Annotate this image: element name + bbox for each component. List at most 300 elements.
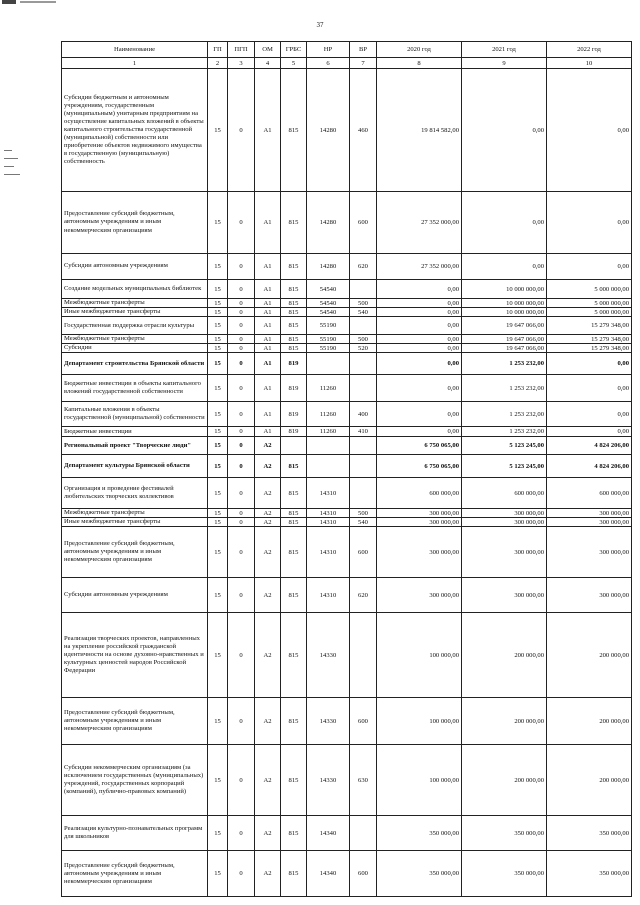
- cell-pgp: 0: [228, 402, 255, 427]
- table-row: [62, 527, 632, 578]
- cell-nr: 14340: [307, 816, 350, 851]
- cell-grbs: 815: [281, 745, 307, 816]
- cell-om: А2: [255, 745, 281, 816]
- cell-y2020: 600 000,00: [377, 478, 462, 509]
- cell-y2022: 0,00: [547, 254, 632, 280]
- cell-y2022: 0,00: [547, 427, 632, 437]
- cell-grbs: 819: [281, 375, 307, 402]
- table-row: [62, 299, 632, 308]
- cell-om: А2: [255, 816, 281, 851]
- cell-y2020: 300 000,00: [377, 578, 462, 613]
- cell-pgp: 0: [228, 254, 255, 280]
- cell-y2020: 0,00: [377, 344, 462, 353]
- cell-grbs: 819: [281, 353, 307, 375]
- cell-y2021: 200 000,00: [462, 613, 547, 698]
- cell-y2021: 19 647 066,00: [462, 317, 547, 335]
- cell-nr: 55190: [307, 344, 350, 353]
- table-row: [62, 478, 632, 509]
- cell-pgp: 0: [228, 527, 255, 578]
- cell-y2022: 300 000,00: [547, 509, 632, 518]
- cell-vr: [350, 613, 377, 698]
- cell-gp: 15: [208, 578, 228, 613]
- table-header-row: [62, 42, 632, 58]
- cell-y2020: 0,00: [377, 299, 462, 308]
- column-index: 1: [62, 58, 208, 69]
- cell-vr: 620: [350, 254, 377, 280]
- cell-y2021: 1 253 232,00: [462, 353, 547, 375]
- cell-name: Предоставление субсидий бюджетным, автономным учреждениям и иным некоммерческим организациям: [62, 698, 208, 745]
- cell-pgp: 0: [228, 478, 255, 509]
- table-row: [62, 317, 632, 335]
- cell-name: Субсидии автономным учреждениям: [62, 578, 208, 613]
- cell-name: Межбюджетные трансферты: [62, 509, 208, 518]
- cell-y2021: 200 000,00: [462, 698, 547, 745]
- cell-y2020: 6 750 065,00: [377, 437, 462, 455]
- cell-vr: 500: [350, 509, 377, 518]
- cell-vr: [350, 353, 377, 375]
- cell-pgp: 0: [228, 299, 255, 308]
- cell-y2022: 15 279 348,00: [547, 335, 632, 344]
- cell-pgp: 0: [228, 280, 255, 299]
- cell-y2021: 300 000,00: [462, 578, 547, 613]
- cell-y2020: 6 750 065,00: [377, 455, 462, 478]
- cell-nr: 14330: [307, 698, 350, 745]
- cell-grbs: 819: [281, 402, 307, 427]
- cell-nr: 14330: [307, 745, 350, 816]
- table-row: [62, 375, 632, 402]
- cell-vr: 540: [350, 308, 377, 317]
- cell-vr: [350, 455, 377, 478]
- cell-y2020: 0,00: [377, 427, 462, 437]
- cell-y2022: 4 824 206,00: [547, 455, 632, 478]
- cell-om: А1: [255, 402, 281, 427]
- cell-y2022: 5 000 000,00: [547, 280, 632, 299]
- cell-y2022: 15 279 348,00: [547, 317, 632, 335]
- cell-name: Предоставление субсидий бюджетным, автономным учреждениям и иным некоммерческим организациям: [62, 527, 208, 578]
- table-row: [62, 518, 632, 527]
- cell-name: Предоставление субсидий бюджетным, автономным учреждениям и иным некоммерческим организациям: [62, 192, 208, 254]
- cell-om: А1: [255, 344, 281, 353]
- header-name: Наименование: [62, 42, 208, 58]
- cell-gp: 15: [208, 437, 228, 455]
- column-index: 10: [547, 58, 632, 69]
- cell-y2022: 0,00: [547, 353, 632, 375]
- cell-pgp: 0: [228, 69, 255, 192]
- cell-nr: 14310: [307, 509, 350, 518]
- cell-y2021: 1 253 232,00: [462, 427, 547, 437]
- cell-grbs: 815: [281, 851, 307, 897]
- cell-nr: 14340: [307, 851, 350, 897]
- cell-nr: 14310: [307, 478, 350, 509]
- cell-pgp: 0: [228, 518, 255, 527]
- cell-vr: [350, 317, 377, 335]
- cell-y2022: 5 000 000,00: [547, 308, 632, 317]
- cell-pgp: 0: [228, 344, 255, 353]
- table-row: [62, 192, 632, 254]
- cell-pgp: 0: [228, 578, 255, 613]
- cell-vr: 520: [350, 344, 377, 353]
- cell-y2020: 300 000,00: [377, 518, 462, 527]
- cell-grbs: 815: [281, 698, 307, 745]
- cell-y2022: 0,00: [547, 192, 632, 254]
- cell-pgp: 0: [228, 613, 255, 698]
- cell-name: Иные межбюджетные трансферты: [62, 308, 208, 317]
- cell-gp: 15: [208, 335, 228, 344]
- cell-y2022: 0,00: [547, 402, 632, 427]
- cell-vr: 500: [350, 335, 377, 344]
- cell-vr: 540: [350, 518, 377, 527]
- cell-name: Субсидии бюджетным и автономным учреждениям, государственным (муниципальным) унитарным предприятиям на осуществление капитальных вложений в объекты капитального строительства государственной (муниципальной) собственности или приобретение объектов недвижимого имущества в государственную (муниципальную) собственность: [62, 69, 208, 192]
- cell-om: А1: [255, 192, 281, 254]
- cell-gp: 15: [208, 455, 228, 478]
- cell-om: А2: [255, 613, 281, 698]
- cell-y2020: 27 352 000,00: [377, 254, 462, 280]
- table-row: [62, 509, 632, 518]
- cell-grbs: 815: [281, 317, 307, 335]
- cell-grbs: 815: [281, 254, 307, 280]
- cell-om: А1: [255, 308, 281, 317]
- cell-gp: 15: [208, 375, 228, 402]
- header-2022: 2022 год: [547, 42, 632, 58]
- cell-nr: 54540: [307, 280, 350, 299]
- cell-y2020: 350 000,00: [377, 851, 462, 897]
- cell-y2022: 600 000,00: [547, 478, 632, 509]
- cell-nr: 14280: [307, 69, 350, 192]
- cell-gp: 15: [208, 518, 228, 527]
- table-row: [62, 455, 632, 478]
- cell-y2020: 300 000,00: [377, 527, 462, 578]
- cell-y2020: 0,00: [377, 308, 462, 317]
- cell-om: А2: [255, 455, 281, 478]
- cell-gp: 15: [208, 851, 228, 897]
- cell-nr: 14310: [307, 578, 350, 613]
- header-grbs: ГРБС: [281, 42, 307, 58]
- cell-nr: 11260: [307, 402, 350, 427]
- cell-grbs: 815: [281, 478, 307, 509]
- cell-y2021: 5 123 245,00: [462, 455, 547, 478]
- cell-y2020: 27 352 000,00: [377, 192, 462, 254]
- cell-grbs: 815: [281, 299, 307, 308]
- cell-grbs: 815: [281, 518, 307, 527]
- cell-name: Реализация творческих проектов, направленных на укрепление российской гражданской идентичности на основе духовно-нравственных и культурных ценностей народов Российской Федерации: [62, 613, 208, 698]
- cell-y2021: 600 000,00: [462, 478, 547, 509]
- cell-vr: [350, 478, 377, 509]
- cell-gp: 15: [208, 299, 228, 308]
- cell-om: А1: [255, 427, 281, 437]
- cell-om: А2: [255, 518, 281, 527]
- cell-pgp: 0: [228, 317, 255, 335]
- cell-grbs: 815: [281, 527, 307, 578]
- cell-pgp: 0: [228, 455, 255, 478]
- table-body: [62, 69, 632, 897]
- cell-om: А2: [255, 527, 281, 578]
- cell-name: Межбюджетные трансферты: [62, 335, 208, 344]
- cell-pgp: 0: [228, 509, 255, 518]
- cell-gp: 15: [208, 613, 228, 698]
- header-nr: НР: [307, 42, 350, 58]
- cell-name: Бюджетные инвестиции в объекты капитального вложений государственной собственности: [62, 375, 208, 402]
- cell-name: Предоставление субсидий бюджетным, автономным учреждениям и иным некоммерческим организациям: [62, 851, 208, 897]
- cell-vr: 500: [350, 299, 377, 308]
- cell-vr: 600: [350, 851, 377, 897]
- cell-y2021: 300 000,00: [462, 518, 547, 527]
- table-row: [62, 816, 632, 851]
- cell-nr: 54540: [307, 299, 350, 308]
- cell-nr: 11260: [307, 375, 350, 402]
- cell-y2021: 10 000 000,00: [462, 280, 547, 299]
- cell-name: Субсидии некоммерческим организациям (за исключением государственных (муниципальных) учреждений, государственных корпораций (компаний), публично-правовых компаний): [62, 745, 208, 816]
- cell-name: Реализация культурно-познавательных программ для школьников: [62, 816, 208, 851]
- margin-marks: [4, 150, 24, 182]
- cell-grbs: [281, 437, 307, 455]
- cell-y2020: 0,00: [377, 402, 462, 427]
- cell-nr: 11260: [307, 427, 350, 437]
- cell-om: А1: [255, 375, 281, 402]
- cell-pgp: 0: [228, 437, 255, 455]
- cell-pgp: 0: [228, 308, 255, 317]
- cell-om: А2: [255, 478, 281, 509]
- cell-om: А2: [255, 698, 281, 745]
- cell-om: А2: [255, 437, 281, 455]
- cell-grbs: 815: [281, 280, 307, 299]
- cell-grbs: 815: [281, 335, 307, 344]
- cell-y2022: 300 000,00: [547, 527, 632, 578]
- cell-vr: 600: [350, 698, 377, 745]
- cell-grbs: 815: [281, 344, 307, 353]
- cell-gp: 15: [208, 816, 228, 851]
- cell-om: А1: [255, 299, 281, 308]
- table-row: [62, 254, 632, 280]
- cell-pgp: 0: [228, 698, 255, 745]
- cell-om: А1: [255, 254, 281, 280]
- cell-nr: 14280: [307, 192, 350, 254]
- cell-name: Иные межбюджетные трансферты: [62, 518, 208, 527]
- cell-grbs: 815: [281, 192, 307, 254]
- cell-nr: 14280: [307, 254, 350, 280]
- cell-y2020: 0,00: [377, 317, 462, 335]
- cell-grbs: 815: [281, 816, 307, 851]
- cell-y2022: 200 000,00: [547, 613, 632, 698]
- cell-vr: [350, 375, 377, 402]
- cell-pgp: 0: [228, 816, 255, 851]
- cell-om: А2: [255, 578, 281, 613]
- cell-y2022: 350 000,00: [547, 851, 632, 897]
- cell-grbs: 815: [281, 455, 307, 478]
- page-number: 37: [316, 21, 324, 29]
- cell-gp: 15: [208, 344, 228, 353]
- table-row: [62, 344, 632, 353]
- column-index: 9: [462, 58, 547, 69]
- cell-y2021: 0,00: [462, 192, 547, 254]
- cell-name: Бюджетные инвестиции: [62, 427, 208, 437]
- cell-gp: 15: [208, 192, 228, 254]
- table-row: [62, 427, 632, 437]
- cell-pgp: 0: [228, 335, 255, 344]
- cell-y2020: 100 000,00: [377, 698, 462, 745]
- column-index: 6: [307, 58, 350, 69]
- cell-nr: 14310: [307, 518, 350, 527]
- cell-nr: [307, 455, 350, 478]
- cell-name: Межбюджетные трансферты: [62, 299, 208, 308]
- table-row: [62, 698, 632, 745]
- cell-om: А1: [255, 335, 281, 344]
- cell-y2021: 350 000,00: [462, 851, 547, 897]
- table-row: [62, 69, 632, 192]
- cell-y2020: 0,00: [377, 280, 462, 299]
- cell-y2021: 300 000,00: [462, 509, 547, 518]
- cell-y2021: 10 000 000,00: [462, 299, 547, 308]
- cell-pgp: 0: [228, 745, 255, 816]
- cell-vr: [350, 280, 377, 299]
- cell-gp: 15: [208, 478, 228, 509]
- cell-nr: [307, 437, 350, 455]
- cell-y2020: 100 000,00: [377, 613, 462, 698]
- cell-pgp: 0: [228, 353, 255, 375]
- column-index: 4: [255, 58, 281, 69]
- cell-y2022: 4 824 206,00: [547, 437, 632, 455]
- cell-vr: 460: [350, 69, 377, 192]
- cell-vr: 410: [350, 427, 377, 437]
- cell-y2020: 100 000,00: [377, 745, 462, 816]
- cell-y2020: 19 814 582,00: [377, 69, 462, 192]
- cell-om: А2: [255, 509, 281, 518]
- cell-grbs: 815: [281, 308, 307, 317]
- cell-y2022: 5 000 000,00: [547, 299, 632, 308]
- cell-vr: 620: [350, 578, 377, 613]
- cell-y2020: 350 000,00: [377, 816, 462, 851]
- cell-y2021: 0,00: [462, 254, 547, 280]
- cell-gp: 15: [208, 317, 228, 335]
- column-index: 8: [377, 58, 462, 69]
- table-row: [62, 851, 632, 897]
- cell-y2021: 10 000 000,00: [462, 308, 547, 317]
- cell-gp: 15: [208, 698, 228, 745]
- cell-nr: 55190: [307, 335, 350, 344]
- cell-gp: 15: [208, 353, 228, 375]
- cell-vr: [350, 437, 377, 455]
- cell-name: Капитальные вложения в объекты государственной (муниципальной) собственности: [62, 402, 208, 427]
- table-row: [62, 402, 632, 427]
- cell-y2021: 19 647 066,00: [462, 344, 547, 353]
- cell-nr: 14310: [307, 527, 350, 578]
- header-vr: ВР: [350, 42, 377, 58]
- header-pgp: ПГП: [228, 42, 255, 58]
- cell-grbs: 819: [281, 427, 307, 437]
- cell-name: Департамент культуры Брянской области: [62, 455, 208, 478]
- cell-y2022: 0,00: [547, 69, 632, 192]
- table-row: [62, 578, 632, 613]
- cell-nr: 14330: [307, 613, 350, 698]
- column-index-row: [62, 58, 632, 69]
- cell-y2020: 300 000,00: [377, 509, 462, 518]
- cell-gp: 15: [208, 254, 228, 280]
- cell-y2022: 350 000,00: [547, 816, 632, 851]
- cell-vr: 600: [350, 527, 377, 578]
- cell-vr: 600: [350, 192, 377, 254]
- cell-name: Создание модельных муниципальных библиотек: [62, 280, 208, 299]
- cell-name: Субсидии автономным учреждениям: [62, 254, 208, 280]
- cell-om: А1: [255, 353, 281, 375]
- cell-om: А1: [255, 317, 281, 335]
- cell-y2022: 300 000,00: [547, 518, 632, 527]
- header-2021: 2021 год: [462, 42, 547, 58]
- cell-name: Государственная поддержка отрасли культуры: [62, 317, 208, 335]
- cell-gp: 15: [208, 280, 228, 299]
- table-row: [62, 335, 632, 344]
- cell-vr: 400: [350, 402, 377, 427]
- cell-gp: 15: [208, 527, 228, 578]
- budget-table: [61, 41, 632, 897]
- cell-pgp: 0: [228, 192, 255, 254]
- cell-om: А1: [255, 69, 281, 192]
- header-gp: ГП: [208, 42, 228, 58]
- cell-y2021: 0,00: [462, 69, 547, 192]
- cell-om: А2: [255, 851, 281, 897]
- cell-gp: 15: [208, 427, 228, 437]
- table-row: [62, 613, 632, 698]
- cell-pgp: 0: [228, 375, 255, 402]
- cell-y2020: 0,00: [377, 353, 462, 375]
- table-row: [62, 745, 632, 816]
- cell-y2021: 350 000,00: [462, 816, 547, 851]
- cell-gp: 15: [208, 509, 228, 518]
- cell-y2022: 0,00: [547, 375, 632, 402]
- cell-y2022: 200 000,00: [547, 698, 632, 745]
- cell-y2021: 1 253 232,00: [462, 375, 547, 402]
- cell-y2021: 200 000,00: [462, 745, 547, 816]
- cell-nr: 55190: [307, 317, 350, 335]
- cell-nr: 54540: [307, 308, 350, 317]
- cell-y2021: 1 253 232,00: [462, 402, 547, 427]
- cell-y2020: 0,00: [377, 335, 462, 344]
- column-index: 7: [350, 58, 377, 69]
- cell-pgp: 0: [228, 851, 255, 897]
- cell-vr: [350, 816, 377, 851]
- cell-y2022: 15 279 348,00: [547, 344, 632, 353]
- cell-y2021: 19 647 066,00: [462, 335, 547, 344]
- table-row: [62, 280, 632, 299]
- cell-vr: 630: [350, 745, 377, 816]
- cell-y2021: 5 123 245,00: [462, 437, 547, 455]
- cell-gp: 15: [208, 745, 228, 816]
- cell-grbs: 815: [281, 613, 307, 698]
- cell-grbs: 815: [281, 69, 307, 192]
- column-index: 2: [208, 58, 228, 69]
- cell-y2022: 300 000,00: [547, 578, 632, 613]
- scan-corner-mark: [0, 0, 58, 4]
- cell-name: Организация и проведение фестивалей любительских творческих коллективов: [62, 478, 208, 509]
- column-index: 3: [228, 58, 255, 69]
- cell-name: Департамент строительства Брянской области: [62, 353, 208, 375]
- cell-om: А1: [255, 280, 281, 299]
- column-index: 5: [281, 58, 307, 69]
- cell-grbs: 815: [281, 578, 307, 613]
- table-row: [62, 437, 632, 455]
- cell-y2020: 0,00: [377, 375, 462, 402]
- cell-gp: 15: [208, 69, 228, 192]
- header-2020: 2020 год: [377, 42, 462, 58]
- cell-y2022: 200 000,00: [547, 745, 632, 816]
- cell-gp: 15: [208, 402, 228, 427]
- header-om: ОМ: [255, 42, 281, 58]
- cell-grbs: 815: [281, 509, 307, 518]
- cell-pgp: 0: [228, 427, 255, 437]
- table-row: [62, 353, 632, 375]
- cell-name: Субсидии: [62, 344, 208, 353]
- cell-name: Региональный проект "Творческие люди": [62, 437, 208, 455]
- cell-gp: 15: [208, 308, 228, 317]
- table-row: [62, 308, 632, 317]
